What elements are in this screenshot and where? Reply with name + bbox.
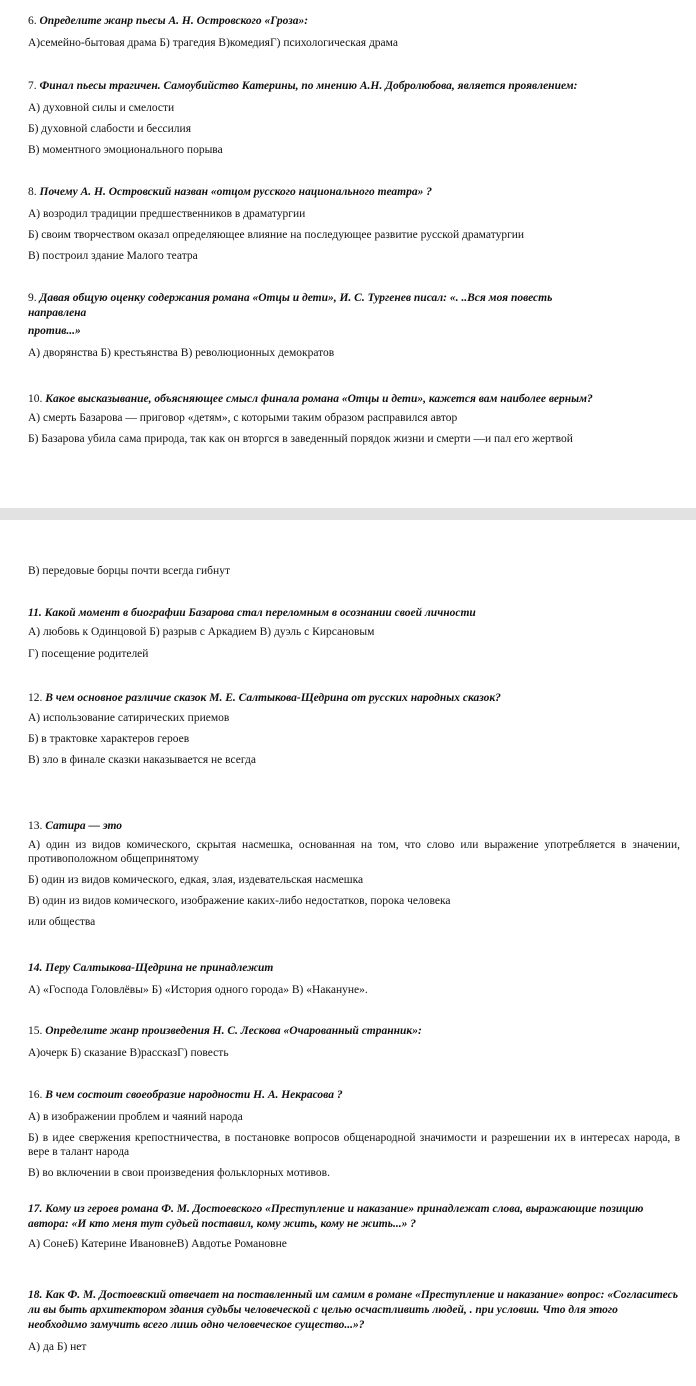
question-title: 10. Какое высказывание, объясняющее смысл финала романа «Отцы и дети», кажется вам наиболее верным?: [28, 393, 593, 405]
answer-option: Б) своим творчеством оказал определяющее влияние на последующее развитие русской драматургии: [28, 229, 525, 241]
question-title-cont: против...»: [28, 325, 81, 337]
answer-option: Б) в трактовке характеров героев: [28, 733, 190, 745]
answer-option: А) один из видов комического, скрытая насмешка, основанная на том, что слово или выражение употребляется в значении, противоположном общепринятому: [28, 839, 680, 865]
answer-option: А) возродил традиции предшественников в драматургии: [28, 208, 306, 220]
question-title: 6. Определите жанр пьесы А. Н. Островского «Гроза»:: [28, 15, 309, 27]
question-17: [28, 1202, 680, 1251]
question-title: 12. В чем основное различие сказок М. Е. Салтыкова-Щедрина от русских народных сказок?: [28, 692, 501, 704]
answer-option: А) да Б) нет: [28, 1341, 87, 1353]
question-title: 16. В чем состоит своеобразие народности Н. А. Некрасова ?: [28, 1089, 343, 1101]
question-13: [28, 819, 680, 929]
answer-option: А) смерть Базарова — приговор «детям», с которыми таким образом расправился автор: [28, 412, 458, 424]
answer-option: А) «Господа Головлёвы» Б) «История одного города» В) «Накануне».: [28, 984, 368, 996]
answer-option: А)очерк Б) сказание В)рассказГ) повесть: [28, 1047, 229, 1059]
page-divider: [0, 508, 696, 520]
answer-option: В) передовые борцы почти всегда гибнут: [28, 565, 230, 577]
answer-option: Г) посещение родителей: [28, 648, 149, 660]
question-title: 13. Сатира — это: [28, 820, 123, 832]
question-9: [28, 291, 680, 360]
answer-option: В) зло в финале сказки наказывается не всегда: [28, 754, 256, 766]
answer-option: В) построил здание Малого театра: [28, 250, 198, 262]
question-10: [28, 392, 680, 446]
upper-page: [0, 0, 696, 508]
question-18: [28, 1288, 680, 1354]
answer-option: Б) в идее свержения крепостничества, в постановке вопросов общенародной значимости и разрешении их в интересах народа, в вере в талант народа: [28, 1132, 680, 1158]
answer-option: А) дворянства Б) крестьянства В) революционных демократов: [28, 347, 335, 359]
answer-option: А) любовь к Одинцовой Б) разрыв с Аркадием В) дуэль с Кирсановым: [28, 626, 375, 638]
question-title: 15. Определите жанр произведения Н. С. Лескова «Очарованный странник»:: [28, 1025, 422, 1037]
answer-option: В) моментного эмоционального порыва: [28, 144, 223, 156]
question-title: 8. Почему А. Н. Островский назван «отцом русского национального театра» ?: [28, 186, 432, 198]
answer-option: В) во включении в свои произведения фольклорных мотивов.: [28, 1167, 330, 1179]
question-16: [28, 1088, 680, 1180]
question-7: [28, 79, 680, 157]
answer-option: А)семейно-бытовая драма Б) трагедия В)комедияГ) психологическая драма: [28, 37, 398, 49]
question-8: [28, 185, 680, 263]
question-title: 17. Кому из героев романа Ф. М. Достоевского «Преступление и наказание» принадлежат слова, выражающие позицию автора: «И кто меня тут судьей поставил, кому жить, кому не жить...» ?: [28, 1203, 644, 1230]
question-6: [28, 14, 680, 50]
question-12: [28, 691, 680, 767]
question-11: [28, 606, 680, 661]
answer-option: или общества: [28, 916, 96, 928]
question-title-cont: направлена: [28, 307, 87, 319]
question-14: [28, 961, 680, 997]
question-15: [28, 1024, 680, 1060]
answer-option: Б) один из видов комического, едкая, злая, издевательская насмешка: [28, 874, 364, 886]
question-title: 9. Давая общую оценку содержания романа «Отцы и дети», И. С. Тургенев писал: «. ..Вся моя повесть: [28, 292, 553, 304]
answer-option: Б) духовной слабости и бессилия: [28, 123, 191, 135]
answer-option: А) использование сатирических приемов: [28, 712, 230, 724]
answer-option: А) СонеБ) Катерине ИвановнеВ) Авдотье Романовне: [28, 1238, 287, 1250]
answer-option: В) один из видов комического, изображение каких-либо недостатков, порока человека: [28, 895, 451, 907]
answer-option: Б) Базарова убила сама природа, так как он вторгся в заведенный порядок жизни и смерти —и пал его жертвой: [28, 433, 573, 445]
question-10-continued: [28, 564, 680, 578]
question-title: 11. Какой момент в биографии Базарова стал переломным в осознании своей личности: [28, 607, 476, 619]
answer-option: А) в изображении проблем и чаяний народа: [28, 1111, 243, 1123]
question-title: 7. Финал пьесы трагичен. Самоубийство Катерины, по мнению А.Н. Добролюбова, является проявлением:: [28, 80, 578, 92]
answer-option: А) духовной силы и смелости: [28, 102, 175, 114]
question-title: 18. Как Ф. М. Достоевский отвечает на поставленный им самим в романе «Преступление и наказание» вопрос: «Согласитесь ли вы быть архитектором здания судьбы человеческой с целью осчастливить людей, . при условии. Что для этого необходимо замучить всего лишь одно человеческое существо...»?: [28, 1289, 678, 1331]
question-title: 14. Перу Салтыкова-Щедрина не принадлежит: [28, 962, 274, 974]
lower-page: [0, 520, 696, 1386]
